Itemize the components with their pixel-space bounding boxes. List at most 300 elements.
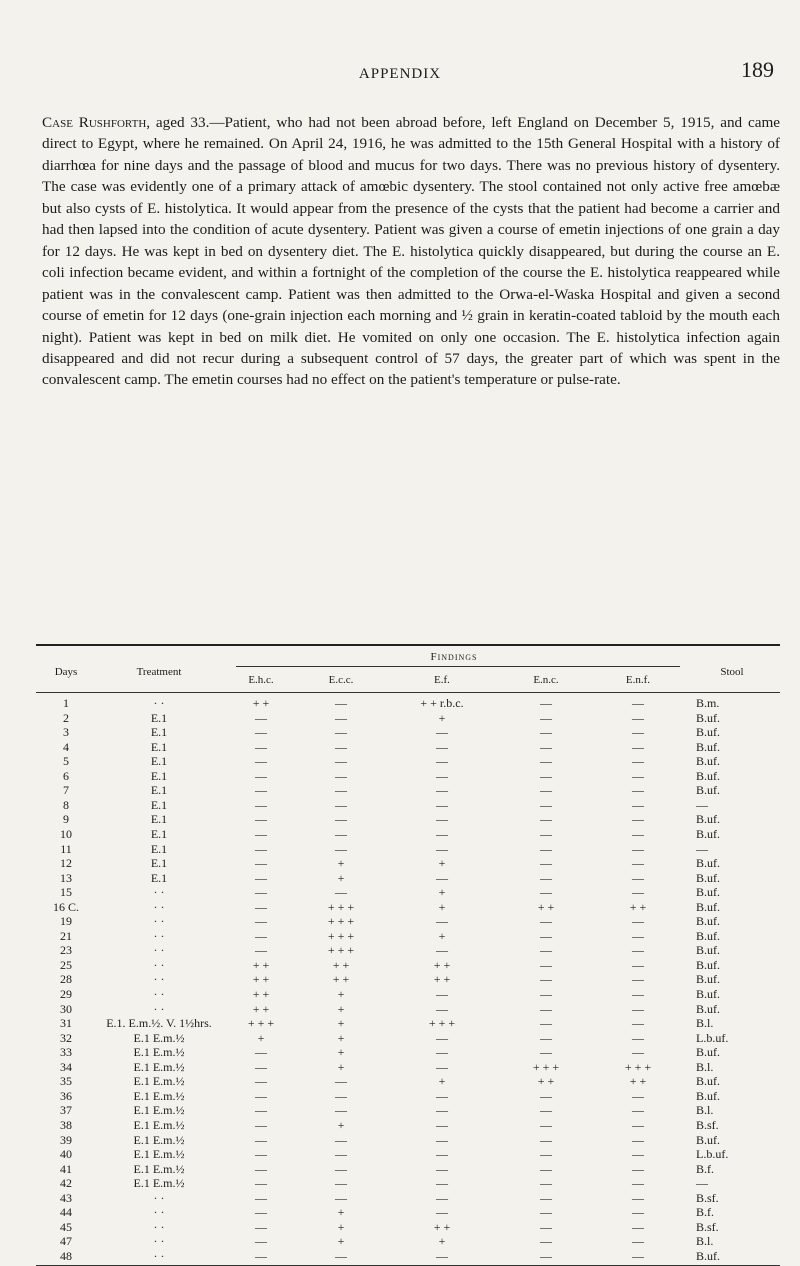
cell-treatment: E.1 E.m.½ xyxy=(133,1147,185,1162)
page-number: 189 xyxy=(741,57,774,82)
cell-stool: B.uf. xyxy=(696,1248,720,1263)
cell-ecc: + xyxy=(337,1219,345,1234)
cell-ef: — xyxy=(436,768,448,783)
cell-day: 4 xyxy=(63,739,69,754)
cell-enf: — xyxy=(632,710,644,725)
cell-ef: — xyxy=(436,1190,448,1205)
cell-ef: — xyxy=(436,1147,448,1162)
table-row xyxy=(36,1060,780,1075)
cell-ecc: + + + xyxy=(327,928,355,943)
cell-day: 34 xyxy=(60,1059,72,1074)
cell-treatment: E.1 xyxy=(150,754,168,769)
cell-day: 6 xyxy=(63,768,69,783)
cell-ehc: + + xyxy=(252,972,270,987)
cell-stool: B.sf. xyxy=(696,1190,719,1205)
header-findings: Findings xyxy=(430,651,478,663)
cell-ecc: — xyxy=(335,1132,347,1147)
table-row xyxy=(36,1031,780,1046)
cell-enc: — xyxy=(540,1190,552,1205)
cell-treatment: E.1 xyxy=(150,841,168,856)
cell-treatment: E.1 E.m.½ xyxy=(133,1132,185,1147)
cell-day: 40 xyxy=(60,1147,72,1162)
cell-enf: — xyxy=(632,1147,644,1162)
cell-day: 16 C. xyxy=(52,899,79,914)
cell-enf: — xyxy=(632,768,644,783)
table-row xyxy=(36,783,780,798)
cell-enf: — xyxy=(632,1016,644,1031)
table-row xyxy=(36,711,780,726)
cell-ecc: + xyxy=(337,1117,345,1132)
cell-ecc: + + + xyxy=(327,899,355,914)
cell-ef: + + xyxy=(433,972,451,987)
cell-enc: — xyxy=(540,1016,552,1031)
header-ecc: E.c.c. xyxy=(328,674,354,686)
cell-enc: — xyxy=(540,1001,552,1016)
cell-stool: B.uf. xyxy=(696,710,720,725)
cell-day: 3 xyxy=(63,725,69,740)
findings-rule xyxy=(236,666,680,667)
cell-treatment: · · xyxy=(153,1248,165,1263)
cell-day: 35 xyxy=(60,1074,72,1089)
cell-day: 33 xyxy=(60,1045,72,1060)
table-row xyxy=(36,842,780,857)
cell-enf: — xyxy=(632,1190,644,1205)
cell-enf: — xyxy=(632,739,644,754)
cell-treatment: · · xyxy=(153,987,165,1001)
case-paragraph xyxy=(42,112,780,391)
cell-stool: B.uf. xyxy=(696,870,720,885)
cell-enc: — xyxy=(540,826,552,841)
cell-stool: B.uf. xyxy=(696,1045,720,1060)
cell-ehc: — xyxy=(255,826,267,841)
cell-day: 42 xyxy=(60,1176,72,1191)
cell-treatment: E.1 xyxy=(150,797,168,812)
cell-enf: — xyxy=(632,841,644,856)
cell-day: 41 xyxy=(60,1161,72,1176)
cell-day: 32 xyxy=(60,1030,72,1045)
cell-ecc: — xyxy=(335,739,347,754)
cell-ecc: + xyxy=(337,870,345,885)
cell-stool: B.uf. xyxy=(696,957,720,972)
case-text: aged 33.—Patient, who had not been abroad before, left England on December 5, 1915, and came direct to Egypt, where he remained. On April 24, 1916, he was admitted to the 15th General Hospital with a history of diarrhœa for nine days and the passage of blood and mucus for two days. There was no previous history of dysentery. The case was evidently one of a primary attack of amœbic dysentery. The stool contained not only active free amœbæ but also cysts of E. histolytica. It would appear from the presence of the cysts that the patient had become a carrier and had then lapsed into the condition of acute dysentery. Patient was given a course of emetin injections of one grain a day for 12 days. He was kept in bed on dysentery diet. The E. histolytica quickly disappeared, but during the course an E. coli infection became evident, and within a fortnight of the completion of the course the E. histolytica reappeared while patient was in the convalescent camp. Patient was then admitted to the Orwa-el-Waska Hospital and given a second course of emetin for 12 days (one-grain injection each morning and ½ grain in keratin-coated tabloid by the mouth each night). Patient was kept in bed on milk diet. He vomited on only one occasion. The E. histolytica infection again disappeared and did not recur during a subsequent control of 57 days, the greater part of which was spent in the convalescent camp. The emetin courses had no effect on the patient's temperature or pulse-rate. xyxy=(42,114,781,389)
cell-ecc: — xyxy=(335,1074,347,1089)
cell-ehc: — xyxy=(255,943,267,958)
cell-day: 48 xyxy=(60,1248,72,1263)
cell-ef: — xyxy=(436,987,448,1001)
cell-ehc: + + xyxy=(252,957,270,972)
cell-ehc: — xyxy=(255,1190,267,1205)
cell-treatment: · · xyxy=(153,696,165,710)
case-lead: Case Rushforth, xyxy=(42,114,151,131)
cell-enf: — xyxy=(632,1088,644,1103)
cell-day: 10 xyxy=(60,826,72,841)
cell-enf: — xyxy=(632,972,644,987)
cell-ecc: + xyxy=(337,1234,345,1249)
cell-ehc: — xyxy=(255,797,267,812)
cell-ehc: — xyxy=(255,841,267,856)
cell-treatment: · · xyxy=(153,914,165,929)
cell-stool: B.uf. xyxy=(696,768,720,783)
cell-enc: — xyxy=(540,739,552,754)
header-stool: Stool xyxy=(720,666,744,678)
table-row xyxy=(36,1074,780,1089)
cell-ecc: — xyxy=(335,783,347,798)
cell-ecc: + xyxy=(337,987,345,1001)
cell-stool: B.l. xyxy=(696,1059,714,1074)
cell-ef: — xyxy=(436,1117,448,1132)
cell-ehc: — xyxy=(255,870,267,885)
header-enf: E.n.f. xyxy=(625,674,651,686)
cell-day: 23 xyxy=(60,943,72,958)
cell-stool: B.uf. xyxy=(696,987,720,1001)
table-row xyxy=(36,1016,780,1031)
cell-day: 7 xyxy=(63,783,69,798)
cell-stool: B.uf. xyxy=(696,899,720,914)
cell-ehc: — xyxy=(255,899,267,914)
cell-treatment: E.1 E.m.½ xyxy=(133,1161,185,1176)
cell-enf: — xyxy=(632,885,644,900)
cell-treatment: E.1 E.m.½ xyxy=(133,1117,185,1132)
cell-treatment: E.1 E.m.½ xyxy=(133,1176,185,1191)
table-row xyxy=(36,900,780,915)
cell-ef: — xyxy=(436,1205,448,1220)
table-row xyxy=(36,798,780,813)
cell-ef: + xyxy=(438,885,446,900)
cell-ecc: — xyxy=(335,754,347,769)
cell-ehc: — xyxy=(255,725,267,740)
cell-day: 28 xyxy=(60,972,72,987)
cell-day: 12 xyxy=(60,856,72,871)
cell-ef: — xyxy=(436,1059,448,1074)
cell-ehc: — xyxy=(255,1234,267,1249)
cell-ehc: — xyxy=(255,1088,267,1103)
cell-enc: — xyxy=(540,1234,552,1249)
cell-ecc: + + + xyxy=(327,914,355,929)
cell-ecc: + xyxy=(337,1001,345,1016)
cell-stool: B.uf. xyxy=(696,914,720,929)
cell-stool: B.uf. xyxy=(696,1074,720,1089)
cell-ehc: — xyxy=(255,1219,267,1234)
cell-enf: — xyxy=(632,1176,644,1191)
cell-enc: — xyxy=(540,928,552,943)
cell-ecc: — xyxy=(335,812,347,827)
cell-stool: B.l. xyxy=(696,1103,714,1118)
cell-enc: — xyxy=(540,696,552,710)
cell-treatment: · · xyxy=(153,899,165,914)
cell-ehc: + xyxy=(257,1030,265,1045)
cell-ecc: — xyxy=(335,841,347,856)
cell-treatment: · · xyxy=(153,1205,165,1220)
table-row xyxy=(36,1176,780,1191)
cell-day: 21 xyxy=(60,928,72,943)
cell-treatment: · · xyxy=(153,1001,165,1016)
table-row xyxy=(36,929,780,944)
cell-enf: — xyxy=(632,914,644,929)
cell-enc: — xyxy=(540,797,552,812)
cell-ecc: — xyxy=(335,725,347,740)
cell-treatment: E.1 xyxy=(150,856,168,871)
cell-enf: — xyxy=(632,1045,644,1060)
header-ef: E.f. xyxy=(434,674,450,686)
header-bottom-rule xyxy=(36,692,780,693)
cell-enc: — xyxy=(540,841,552,856)
header-enc: E.n.c. xyxy=(533,674,559,686)
table-row xyxy=(36,958,780,973)
cell-enf: — xyxy=(632,1219,644,1234)
cell-enc: — xyxy=(540,1030,552,1045)
cell-ef: — xyxy=(436,725,448,740)
cell-day: 43 xyxy=(60,1190,72,1205)
cell-ecc: — xyxy=(335,797,347,812)
cell-ecc: — xyxy=(335,768,347,783)
cell-enc: — xyxy=(540,725,552,740)
cell-treatment: E.1 E.m.½ xyxy=(133,1088,185,1103)
cell-enc: — xyxy=(540,1088,552,1103)
cell-enf: — xyxy=(632,826,644,841)
cell-ef: + xyxy=(438,710,446,725)
cell-treatment: E.1 xyxy=(150,870,168,885)
cell-enc: — xyxy=(540,987,552,1001)
cell-enf: — xyxy=(632,1001,644,1016)
cell-ehc: — xyxy=(255,768,267,783)
cell-ehc: — xyxy=(255,1074,267,1089)
cell-day: 45 xyxy=(60,1219,72,1234)
cell-ehc: — xyxy=(255,1161,267,1176)
cell-ecc: + xyxy=(337,1205,345,1220)
table-row xyxy=(36,972,780,987)
cell-ehc: — xyxy=(255,1147,267,1162)
cell-ef: — xyxy=(436,1045,448,1060)
cell-enf: — xyxy=(632,1161,644,1176)
cell-stool: B.l. xyxy=(696,1016,714,1031)
cell-ehc: — xyxy=(255,856,267,871)
cell-ehc: — xyxy=(255,1117,267,1132)
cell-ecc: + + + xyxy=(327,943,355,958)
table-row xyxy=(36,856,780,871)
cell-ehc: — xyxy=(255,1045,267,1060)
cell-stool: B.l. xyxy=(696,1234,714,1249)
cell-ehc: + + xyxy=(252,987,270,1001)
cell-ecc: — xyxy=(335,1103,347,1118)
cell-day: 31 xyxy=(60,1016,72,1031)
cell-enc: — xyxy=(540,754,552,769)
cell-stool: B.uf. xyxy=(696,812,720,827)
cell-ecc: — xyxy=(335,1147,347,1162)
table-row xyxy=(36,871,780,886)
cell-enf: — xyxy=(632,1117,644,1132)
cell-ecc: — xyxy=(335,1161,347,1176)
cell-stool: B.uf. xyxy=(696,754,720,769)
cell-ecc: + xyxy=(337,1016,345,1031)
cell-ecc: — xyxy=(335,1176,347,1191)
cell-day: 29 xyxy=(60,987,72,1001)
cell-day: 36 xyxy=(60,1088,72,1103)
cell-ef: + + r.b.c. xyxy=(420,696,464,710)
cell-stool: B.sf. xyxy=(696,1219,719,1234)
cell-enf: — xyxy=(632,725,644,740)
running-title: APPENDIX xyxy=(358,66,442,82)
cell-enc: — xyxy=(540,1045,552,1060)
cell-enc: — xyxy=(540,972,552,987)
cell-ehc: + + xyxy=(252,696,270,710)
cell-enc: — xyxy=(540,957,552,972)
cell-treatment: E.1 E.m.½ xyxy=(133,1059,185,1074)
cell-stool: B.uf. xyxy=(696,826,720,841)
cell-day: 1 xyxy=(63,696,69,710)
cell-ef: — xyxy=(436,812,448,827)
cell-treatment: · · xyxy=(153,957,165,972)
cell-ecc: — xyxy=(335,1088,347,1103)
cell-stool: B.f. xyxy=(696,1161,714,1176)
cell-ecc: + xyxy=(337,856,345,871)
cell-enc: — xyxy=(540,856,552,871)
table-row xyxy=(36,943,780,958)
cell-enc: — xyxy=(540,812,552,827)
cell-ef: — xyxy=(436,826,448,841)
header-days: Days xyxy=(54,666,78,678)
cell-ef: — xyxy=(436,1176,448,1191)
cell-enf: — xyxy=(632,1030,644,1045)
cell-treatment: · · xyxy=(153,885,165,900)
cell-stool: — xyxy=(696,841,708,856)
cell-enf: — xyxy=(632,856,644,871)
cell-enf: — xyxy=(632,1103,644,1118)
cell-enc: — xyxy=(540,1176,552,1191)
cell-stool: B.uf. xyxy=(696,739,720,754)
cell-ef: + + + xyxy=(428,1016,456,1031)
cell-enc: — xyxy=(540,710,552,725)
cell-treatment: · · xyxy=(153,1190,165,1205)
cell-ef: — xyxy=(436,841,448,856)
cell-stool: B.uf. xyxy=(696,943,720,958)
cell-ehc: — xyxy=(255,1176,267,1191)
cell-day: 25 xyxy=(60,957,72,972)
cell-ecc: — xyxy=(335,826,347,841)
cell-enc: + + xyxy=(537,1074,555,1089)
cell-enf: + + + xyxy=(624,1059,652,1074)
cell-day: 19 xyxy=(60,914,72,929)
cell-enc: — xyxy=(540,1103,552,1118)
cell-enf: — xyxy=(632,1205,644,1220)
cell-enc: — xyxy=(540,1248,552,1263)
table-row xyxy=(36,1045,780,1060)
cell-treatment: E.1 E.m.½ xyxy=(133,1045,185,1060)
cell-ef: — xyxy=(436,1030,448,1045)
cell-enf: — xyxy=(632,754,644,769)
cell-ecc: — xyxy=(335,1248,347,1263)
cell-treatment: E.1 xyxy=(150,812,168,827)
cell-treatment: E.1 xyxy=(150,739,168,754)
cell-enf: + + xyxy=(629,899,647,914)
cell-day: 37 xyxy=(60,1103,72,1118)
cell-ehc: — xyxy=(255,710,267,725)
cell-ehc: + + + xyxy=(247,1016,275,1031)
cell-treatment: · · xyxy=(153,972,165,987)
cell-stool: B.uf. xyxy=(696,928,720,943)
cell-ef: + xyxy=(438,856,446,871)
table-row xyxy=(36,1103,780,1118)
table-row xyxy=(36,1249,780,1264)
cell-enc: — xyxy=(540,1147,552,1162)
table-row xyxy=(36,696,780,711)
cell-enf: — xyxy=(632,987,644,1001)
cell-ecc: + + xyxy=(332,957,350,972)
cell-ehc: — xyxy=(255,914,267,929)
cell-stool: B.uf. xyxy=(696,972,720,987)
cell-enc: — xyxy=(540,783,552,798)
cell-day: 11 xyxy=(60,841,72,856)
cell-ef: — xyxy=(436,870,448,885)
cell-treatment: E.1 xyxy=(150,783,168,798)
cell-treatment: · · xyxy=(153,943,165,958)
cell-ef: + xyxy=(438,1074,446,1089)
cell-ehc: — xyxy=(255,783,267,798)
cell-day: 2 xyxy=(63,710,69,725)
cell-treatment: E.1 E.m.½ xyxy=(133,1074,185,1089)
header-treatment: Treatment xyxy=(136,666,182,678)
cell-ef: — xyxy=(436,943,448,958)
cell-ef: — xyxy=(436,1001,448,1016)
cell-enc: — xyxy=(540,768,552,783)
cell-ef: + xyxy=(438,1234,446,1249)
cell-ecc: + + xyxy=(332,972,350,987)
table-row xyxy=(36,1234,780,1249)
cell-enc: + + + xyxy=(532,1059,560,1074)
cell-ef: — xyxy=(436,754,448,769)
cell-enf: — xyxy=(632,812,644,827)
cell-day: 30 xyxy=(60,1001,72,1016)
cell-enf: — xyxy=(632,943,644,958)
cell-ef: — xyxy=(436,783,448,798)
cell-ef: — xyxy=(436,1103,448,1118)
cell-enc: — xyxy=(540,1161,552,1176)
cell-stool: B.m. xyxy=(696,696,720,710)
cell-day: 44 xyxy=(60,1205,72,1220)
cell-ecc: + xyxy=(337,1030,345,1045)
cell-enf: — xyxy=(632,870,644,885)
cell-stool: B.uf. xyxy=(696,725,720,740)
cell-ef: — xyxy=(436,1161,448,1176)
cell-enc: — xyxy=(540,870,552,885)
cell-day: 15 xyxy=(60,885,72,900)
cell-enc: + + xyxy=(537,899,555,914)
cell-enc: — xyxy=(540,914,552,929)
cell-ecc: — xyxy=(335,710,347,725)
cell-enc: — xyxy=(540,1117,552,1132)
cell-stool: B.sf. xyxy=(696,1117,719,1132)
cell-enc: — xyxy=(540,1205,552,1220)
cell-ef: + + xyxy=(433,957,451,972)
cell-ecc: + xyxy=(337,1045,345,1060)
cell-stool: B.uf. xyxy=(696,783,720,798)
cell-stool: B.uf. xyxy=(696,1088,720,1103)
cell-treatment: E.1 xyxy=(150,725,168,740)
cell-enf: — xyxy=(632,1132,644,1147)
table-row xyxy=(36,812,780,827)
cell-day: 8 xyxy=(63,797,69,812)
cell-day: 13 xyxy=(60,870,72,885)
cell-enf: — xyxy=(632,928,644,943)
cell-enc: — xyxy=(540,1219,552,1234)
cell-ehc: + + xyxy=(252,1001,270,1016)
cell-ef: — xyxy=(436,1132,448,1147)
table-top-rule xyxy=(36,644,780,646)
table-row xyxy=(36,1220,780,1235)
cell-ehc: — xyxy=(255,754,267,769)
cell-enf: — xyxy=(632,1248,644,1263)
cell-treatment: E.1 E.m.½ xyxy=(133,1103,185,1118)
cell-ef: + + xyxy=(433,1219,451,1234)
